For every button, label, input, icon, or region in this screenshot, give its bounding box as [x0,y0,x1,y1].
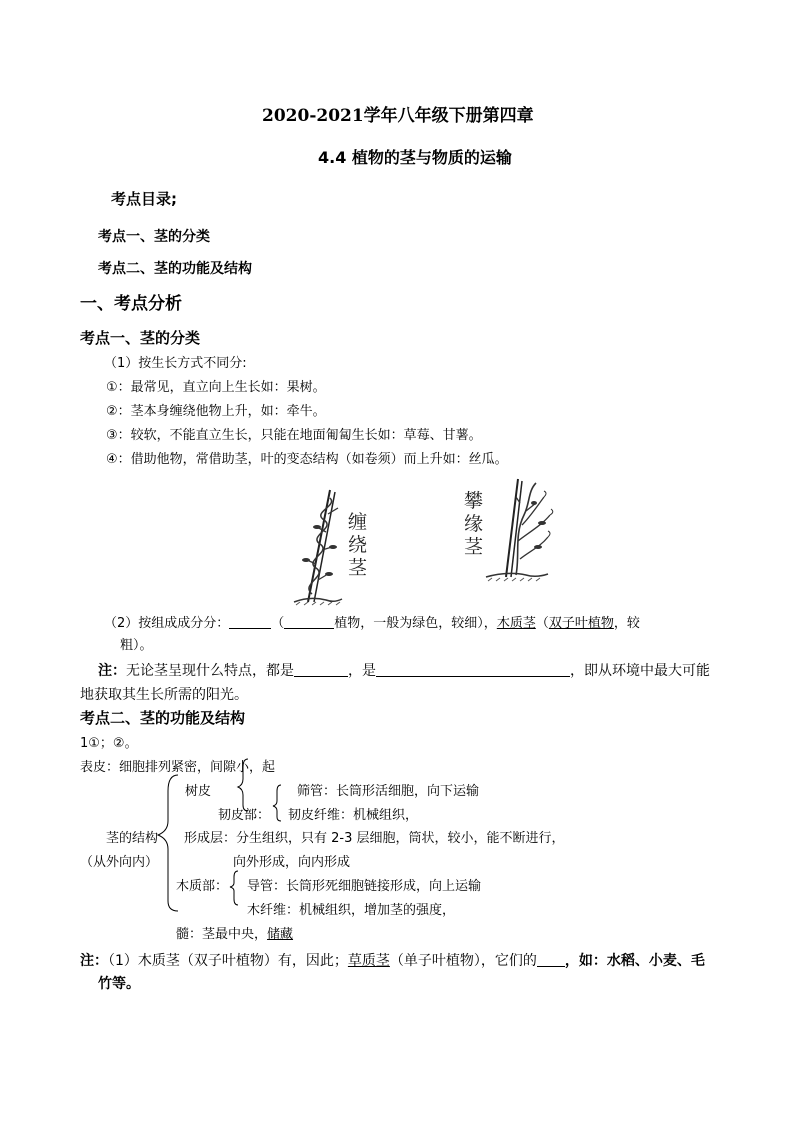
stem-structure-label: 茎的结构 [106,831,159,846]
note-1-label: 注： [98,663,126,679]
composition-blank-1[interactable] [229,614,271,629]
function-line: 1①；②。 [80,736,138,751]
note-1-blank-2[interactable] [376,662,570,677]
bast-fiber-line: 韧皮纤维：机械组织， [288,808,419,823]
cambium-direction-line: 向外形成，向内形成 [233,855,351,870]
cambium-line: 形成层：分生组织，只有 2-3 层细胞，筒状，较小，能不断进行， [184,831,565,846]
section-heading: 一、考点分析 [80,294,182,314]
composition-intro: （2）按组成成分分： [104,616,230,631]
herbaceous-desc: 植物，一般为绿色，较细）， [334,616,497,631]
twining-label-1: 缠 [348,511,368,533]
pith-line [176,927,293,943]
phloem-label: 韧皮部： [218,808,271,823]
outside-in-label: （从外向内） [80,855,159,870]
note-1-cont: 地获取其生长所需的阳光。 [80,687,248,703]
note-2-a: （1）木质茎（双子叶植物）有，因此； [108,953,348,969]
page-subtitle: 4.4 植物的茎与物质的运输 [318,148,512,167]
note-2-blank[interactable] [537,952,565,967]
page-title: 2020-2021学年八年级下册第四章 [262,106,534,126]
epidermis-line: 表皮：细胞排列紧密，间隙小，起 [80,760,276,775]
climbing-label-2: 缘 [464,513,484,535]
pith-label: 髓：茎最中央， [176,927,268,942]
note-2-d: ，如：水稻、小麦、毛 [564,953,705,969]
growth-intro: （1）按生长方式不同分: [104,356,247,371]
dicot-term: 双子叶植物 [548,616,614,631]
growth-line-2: ②：茎本身缠绕他物上升，如：牵牛。 [106,404,326,419]
toc-item-1: 考点一、茎的分类 [98,229,210,245]
composition-line-cont: 粗）。 [120,638,153,653]
note-1-b: ，是 [348,663,376,679]
storage-term: 储藏 [267,927,294,942]
toc-heading: 考点目录; [111,190,177,208]
twining-stem-figure [290,484,380,608]
note-2-cont: 竹等。 [98,976,140,992]
twining-label-3: 茎 [348,557,368,579]
climbing-label-1: 攀 [464,490,484,512]
bark-label: 树皮 [185,784,212,799]
k2-title: 考点二、茎的功能及结构 [80,709,246,727]
growth-line-4: ④：借助他物，常借助茎，叶的变态结构（如卷须）而上升如：丝瓜。 [106,452,508,467]
woody-paren: （ [535,616,549,631]
climbing-label-3: 茎 [464,536,484,558]
woody-desc: ，较 [613,616,640,631]
composition-paren: （ [271,616,285,631]
note-1-a: 无论茎呈现什么特点，都是 [126,663,294,679]
vessel-line: 导管：长筒形死细胞链接形成，向上运输 [247,879,482,894]
climbing-stem-figure [458,475,568,587]
composition-blank-2[interactable] [284,614,334,629]
twining-label-2: 绕 [348,534,368,556]
wood-fiber-line: 木纤维：机械组织，增加茎的强度， [247,903,456,918]
toc-item-2: 考点二、茎的功能及结构 [98,261,252,277]
xylem-label: 木质部： [176,879,229,894]
note-2-label: 注： [80,953,108,969]
k1-title: 考点一、茎的分类 [80,329,201,347]
composition-line [104,614,640,632]
note-1 [98,662,710,680]
note-1-blank-1[interactable] [294,662,348,677]
note-1-c: ，即从环境中最大可能 [570,663,710,679]
note-2 [80,952,705,970]
herbaceous-term: 草质茎 [347,953,390,969]
note-2-c: （单子叶植物），它们的 [389,953,537,969]
sieve-tube-line: 筛管：长筒形活细胞，向下运输 [297,784,480,799]
growth-line-3: ③：较软，不能直立生长，只能在地面匍匐生长如：草莓、甘薯。 [106,428,482,443]
growth-line-1: ①：最常见，直立向上生长如：果树。 [106,380,326,395]
woody-stem-term: 木质茎 [496,616,536,631]
